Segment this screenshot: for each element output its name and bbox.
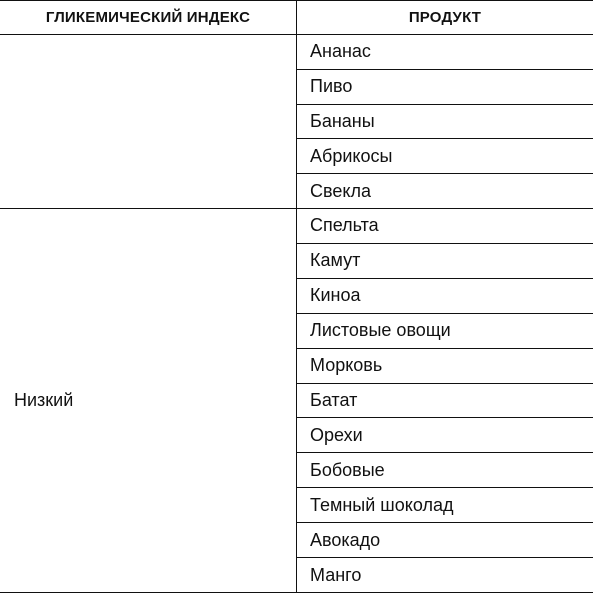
header-product: ПРОДУКТ bbox=[408, 9, 482, 26]
product-cell: Ананас bbox=[297, 35, 593, 70]
product-cell: Абрикосы bbox=[297, 139, 593, 174]
group-products bbox=[297, 35, 593, 208]
header-gi: ГЛИКЕМИЧЕСКИЙ ИНДЕКС bbox=[0, 1, 297, 34]
product-cell: Киноа bbox=[297, 279, 593, 314]
product-cell: Морковь bbox=[297, 349, 593, 384]
product-cell: Камут bbox=[297, 244, 593, 279]
product-cell: Листовые овощи bbox=[297, 314, 593, 349]
product-cell: Орехи bbox=[297, 418, 593, 453]
group-row-2 bbox=[0, 209, 593, 593]
product-cell: Авокадо bbox=[297, 523, 593, 558]
product-cell: Темный шоколад bbox=[297, 488, 593, 523]
group-gi-cell bbox=[0, 35, 297, 208]
product-cell: Батат bbox=[297, 384, 593, 419]
group-gi-cell: Низкий bbox=[0, 209, 297, 592]
product-cell: Пиво bbox=[297, 70, 593, 105]
group-row-1 bbox=[0, 35, 593, 209]
product-cell: Манго bbox=[310, 564, 362, 585]
table-header bbox=[0, 0, 593, 35]
product-cell: Бобовые bbox=[297, 453, 593, 488]
product-cell: Спельта bbox=[297, 209, 593, 244]
group-products bbox=[297, 209, 593, 592]
product-cell: Свекла bbox=[310, 180, 371, 201]
product-cell: Бананы bbox=[297, 105, 593, 140]
